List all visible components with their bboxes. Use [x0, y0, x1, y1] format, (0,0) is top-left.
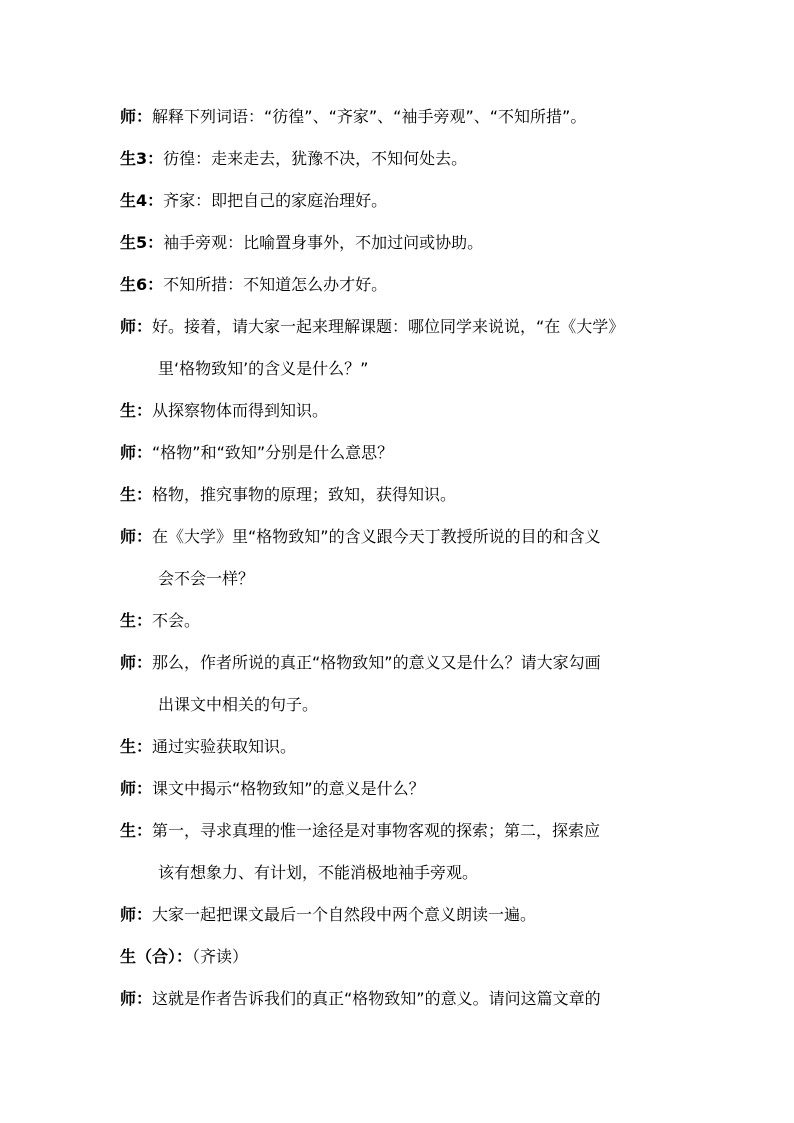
utterance-text: “格物”和“致知”分别是什么意思？ — [152, 443, 394, 462]
speaker-label: 生6： — [120, 275, 164, 294]
speaker-label: 生（合）： — [120, 947, 193, 966]
dialogue-line — [120, 516, 680, 558]
utterance-continuation: 该有想象力、有计划，不能消极地袖手旁观。 — [158, 863, 479, 882]
dialogue-line — [120, 222, 680, 264]
speaker-label: 生： — [120, 611, 153, 630]
dialogue-line — [120, 726, 680, 768]
utterance-text: 不会。 — [152, 611, 201, 630]
utterance-text: 那么，作者所说的真正“格物致知”的意义又是什么？请大家勾画 — [152, 653, 601, 672]
utterance-text: 在《大学》里“格物致知”的含义跟今天丁教授所说的目的和含义 — [152, 527, 601, 546]
dialogue-line — [120, 306, 680, 348]
dialogue-line — [120, 768, 680, 810]
utterance-text: 第一，寻求真理的惟一途径是对事物客观的探索；第二，探索应 — [152, 821, 601, 840]
utterance-text: （齐读） — [192, 947, 249, 966]
utterance-text: 大家一起把课文最后一个自然段中两个意义朗读一遍。 — [152, 905, 537, 924]
utterance-continuation: 会不会一样？ — [158, 569, 255, 588]
speaker-label: 师： — [120, 989, 153, 1008]
dialogue-line — [120, 936, 680, 978]
speaker-label: 师： — [120, 443, 153, 462]
utterance-text: 好。接着，请大家一起来理解课题：哪位同学来说说，“在《大学》 — [152, 317, 625, 336]
dialogue-line — [120, 138, 680, 180]
dialogue-line — [120, 474, 680, 516]
speaker-label: 生3： — [120, 149, 164, 168]
utterance-text: 袖手旁观：比喻置身事外，不加过问或协助。 — [163, 233, 484, 252]
utterance-text: 解释下列词语：“彷徨”、“齐家”、“袖手旁观”、“不知所措”。 — [152, 107, 587, 126]
dialogue-line — [120, 264, 680, 306]
speaker-label: 师： — [120, 527, 153, 546]
speaker-label: 生4： — [120, 191, 164, 210]
speaker-label: 师： — [120, 107, 153, 126]
utterance-text: 彷徨：走来走去，犹豫不决，不知何处去。 — [163, 149, 468, 168]
speaker-label: 生： — [120, 485, 153, 504]
speaker-label: 师： — [120, 653, 153, 672]
utterance-continuation: 出课文中相关的句子。 — [158, 695, 319, 714]
dialogue-line — [120, 642, 680, 684]
dialogue-line — [120, 180, 680, 222]
utterance-text: 这就是作者告诉我们的真正“格物致知”的意义。请问这篇文章的 — [152, 989, 601, 1008]
utterance-continuation: 里‘格物致知’的含义是什么？” — [158, 359, 369, 378]
speaker-label: 生： — [120, 821, 153, 840]
dialogue-line — [120, 96, 680, 138]
dialogue-line — [120, 600, 680, 642]
utterance-text: 从探察物体而得到知识。 — [152, 401, 329, 420]
utterance-text: 不知所措：不知道怎么办才好。 — [163, 275, 388, 294]
speaker-label: 生5： — [120, 233, 164, 252]
speaker-label: 师： — [120, 905, 153, 924]
utterance-text: 齐家：即把自己的家庭治理好。 — [163, 191, 388, 210]
speaker-label: 生： — [120, 737, 153, 756]
dialogue-transcript — [120, 96, 680, 1020]
utterance-text: 通过实验获取知识。 — [152, 737, 297, 756]
dialogue-line — [120, 894, 680, 936]
speaker-label: 生： — [120, 401, 153, 420]
speaker-label: 师： — [120, 779, 153, 798]
utterance-text: 课文中揭示“格物致知”的意义是什么？ — [152, 779, 425, 798]
dialogue-line — [120, 390, 680, 432]
dialogue-line — [120, 978, 680, 1020]
dialogue-line — [120, 810, 680, 852]
speaker-label: 师： — [120, 317, 153, 336]
utterance-text: 格物，推究事物的原理；致知，获得知识。 — [152, 485, 457, 504]
dialogue-line — [120, 432, 680, 474]
